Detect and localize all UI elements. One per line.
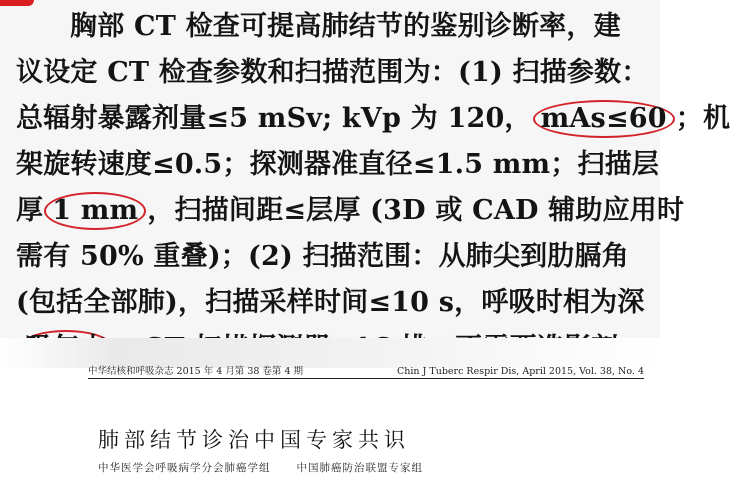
article-authors — [98, 460, 423, 475]
excerpt-text: 需有 50% 重叠)；(2) 扫描范围：从肺尖到肋膈角 — [16, 241, 629, 272]
excerpt-paragraph — [16, 4, 730, 372]
excerpt-text: 总辐射暴露剂量≤5 mSv; kVp 为 120， — [16, 103, 532, 134]
excerpt-line-6 — [16, 234, 656, 280]
excerpt-line-3 — [16, 96, 730, 142]
excerpt-line-2 — [16, 50, 656, 96]
excerpt-text: ，扫描间距≤层厚 (3D 或 CAD 辅助应用时 — [147, 195, 685, 226]
excerpt-text: (包括全部肺)，扫描采样时间≤10 s，呼吸时相为深 — [16, 287, 645, 318]
excerpt-line-7 — [16, 280, 656, 326]
excerpt-line-5 — [16, 188, 685, 234]
excerpt-text: 厚 — [16, 195, 44, 226]
excerpt-line-1 — [16, 4, 656, 50]
article-title: 肺部结节诊治中国专家共识 — [98, 428, 410, 452]
excerpt-line-4 — [16, 142, 660, 188]
highlight-mas: mAs≤60 — [533, 100, 675, 138]
excerpt-text: 议设定 CT 检查参数和扫描范围为：(1) 扫描参数： — [16, 57, 649, 88]
journal-header-en: Chin J Tuberc Respir Dis, April 2015, Vol. 38, No. 4 — [397, 366, 644, 377]
journal-header — [88, 365, 644, 379]
author-group-2: 中国肺癌防治联盟专家组 — [296, 462, 423, 474]
separator-band — [0, 338, 660, 368]
highlight-slice-thickness: 1 mm — [44, 192, 146, 230]
excerpt-text: 架旋转速度≤0.5；探测器准直径≤1.5 mm；扫描层 — [16, 149, 660, 180]
excerpt-text: 胸部 CT 检查可提高肺结节的鉴别诊断率，建 — [70, 11, 621, 42]
excerpt-text: ；机 — [675, 103, 730, 134]
author-group-1: 中华医学会呼吸病学分会肺癌学组 — [98, 462, 271, 474]
journal-header-cn: 中华结核和呼吸杂志 2015 年 4 月第 38 卷第 4 期 — [88, 366, 304, 377]
